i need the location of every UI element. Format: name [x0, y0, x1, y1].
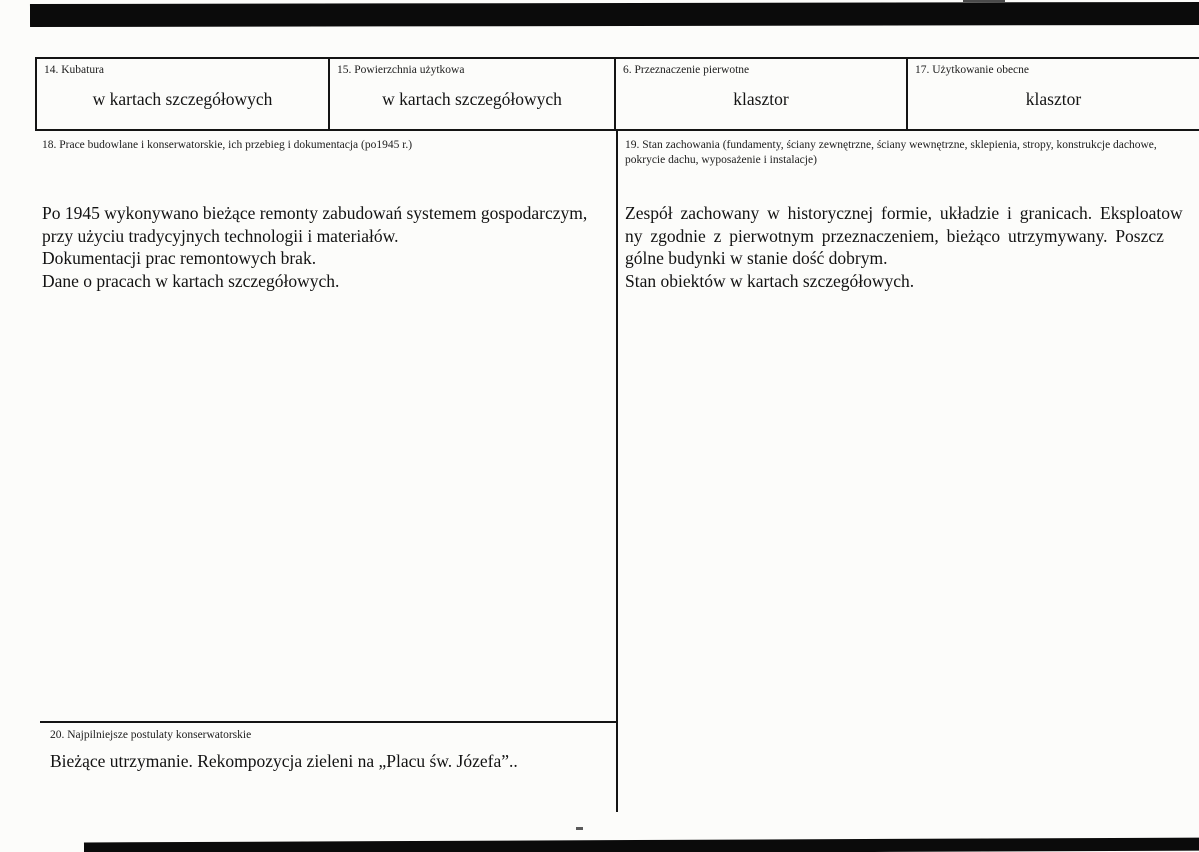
- section-19-label: 19. Stan zachowania (fundamenty, ściany zewnętrzne, ściany wewnętrzne, sklepienia, stropy, konstrukcje dachowe, pokrycie dachu, wyposażenie i instalacje): [625, 139, 1157, 166]
- scan-artifact-bottom-bar: [84, 838, 1199, 852]
- text-line: ny zgodnie z pierwotnym przeznaczeniem, bieżąco utrzymywany. Poszcz: [625, 225, 1164, 246]
- section-19-text: [625, 202, 1199, 292]
- field-label: 17. Użytkowanie obecne: [915, 64, 1030, 76]
- text-line: Stan obiektów w kartach szczegółowych.: [625, 270, 915, 291]
- field-label: 14. Kubatura: [44, 64, 105, 76]
- scan-artifact-top-bar: [30, 2, 1199, 27]
- section-18-label: 18. Prace budowlane i konserwatorskie, ich przebieg i dokumentacja (po1945 r.): [42, 139, 413, 151]
- field-value: klasztor: [1025, 89, 1082, 109]
- scan-speck-bottom: [576, 827, 583, 830]
- field-value: w kartach szczegółowych: [92, 89, 273, 109]
- field-label: 15. Powierzchnia użytkowa: [337, 64, 465, 76]
- section-18-text: [42, 202, 617, 292]
- field-cell-uzytkowanie: [908, 59, 1199, 129]
- field-cell-kubatura: [35, 59, 330, 129]
- text-line: Po 1945 wykonywano bieżące remonty zabudowań systemem gospodarczym,: [42, 203, 588, 223]
- field-value: klasztor: [733, 89, 789, 109]
- section-20-rule: [40, 721, 618, 723]
- field-cell-powierzchnia: [330, 59, 616, 129]
- field-label: 6. Przeznaczenie pierwotne: [623, 64, 750, 76]
- field-value: w kartach szczegółowych: [382, 89, 562, 109]
- text-line: przy użyciu tradycyjnych technologii i materiałów.: [42, 225, 399, 246]
- text-line: gólne budynki w stanie dość dobrym.: [625, 248, 888, 268]
- text-line: Zespół zachowany w historycznej formie, układzie i granicach. Eksploatow: [625, 203, 1183, 223]
- text-line: Dane o pracach w kartach szczegółowych.: [42, 270, 340, 291]
- scan-speck-top: [963, 0, 1005, 2]
- section-20-text: Bieżące utrzymanie. Rekompozycja zieleni na „Placu św. Józefa”..: [50, 751, 518, 771]
- text-line: Dokumentacji prac remontowych brak.: [42, 248, 317, 268]
- field-cell-przeznaczenie: [616, 59, 908, 129]
- section-20-label: 20. Najpilniejsze postulaty konserwatorskie: [50, 729, 252, 741]
- fields-row: [35, 57, 1199, 131]
